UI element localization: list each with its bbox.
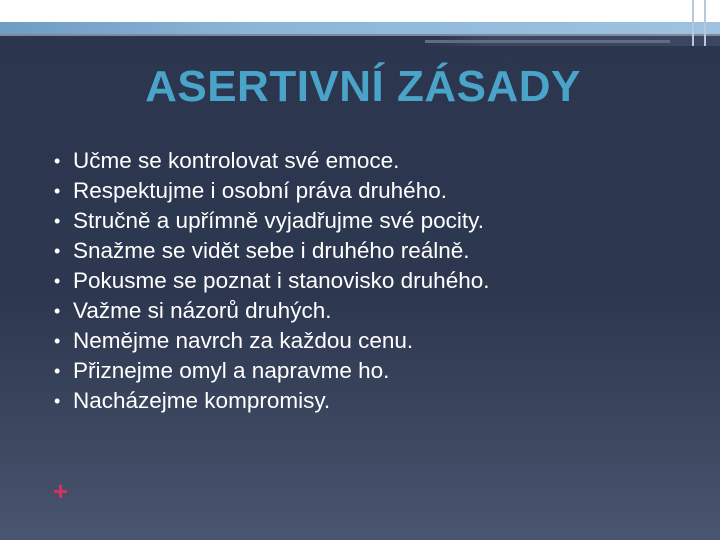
- bullet-text: Nacházejme kompromisy.: [73, 388, 331, 413]
- bullet-item: [52, 296, 490, 326]
- bullet-text: Nemějme navrch za každou cenu.: [73, 328, 414, 353]
- top-accent-bar: [0, 22, 720, 34]
- bullet-text: Respektujme i osobní práva druhého.: [73, 178, 447, 203]
- bullet-text: Učme se kontrolovat své emoce.: [73, 148, 400, 173]
- bullet-text: Snažme se vidět sebe i druhého reálně.: [73, 238, 470, 263]
- bullet-text: Važme si názorů druhých.: [73, 298, 332, 323]
- bullet-list: [52, 146, 490, 416]
- bullet-dot-icon: •: [54, 241, 61, 261]
- bullet-item: [52, 176, 490, 206]
- bullet-dot-icon: •: [54, 181, 61, 201]
- bullet-dot-icon: •: [54, 271, 61, 291]
- bullet-dot-icon: •: [54, 151, 61, 171]
- bullet-item: [52, 206, 490, 236]
- plus-icon: +: [53, 476, 69, 506]
- bullet-text: Stručně a upřímně vyjadřujme své pocity.: [73, 208, 485, 233]
- bullet-dot-icon: •: [54, 301, 61, 321]
- bullet-dot-icon: •: [54, 361, 61, 381]
- corner-line: [425, 40, 670, 43]
- bullet-text: Přiznejme omyl a napravme ho.: [73, 358, 390, 383]
- bullet-text: Pokusme se poznat i stanovisko druhého.: [73, 268, 490, 293]
- bullet-item: [52, 386, 490, 416]
- bullet-dot-icon: •: [54, 331, 61, 351]
- bullet-item: [52, 356, 490, 386]
- bullet-dot-icon: •: [54, 391, 61, 411]
- slide-title: [0, 62, 720, 112]
- bullet-item: [52, 266, 490, 296]
- bullet-item: [52, 326, 490, 356]
- bullet-item: [52, 146, 490, 176]
- bullet-item: [52, 236, 490, 266]
- top-white-band: [0, 0, 720, 24]
- slide-title-text: ASERTIVNÍ ZÁSADY: [145, 62, 581, 111]
- right-decor-stubs: [692, 0, 706, 46]
- bullet-dot-icon: •: [54, 211, 61, 231]
